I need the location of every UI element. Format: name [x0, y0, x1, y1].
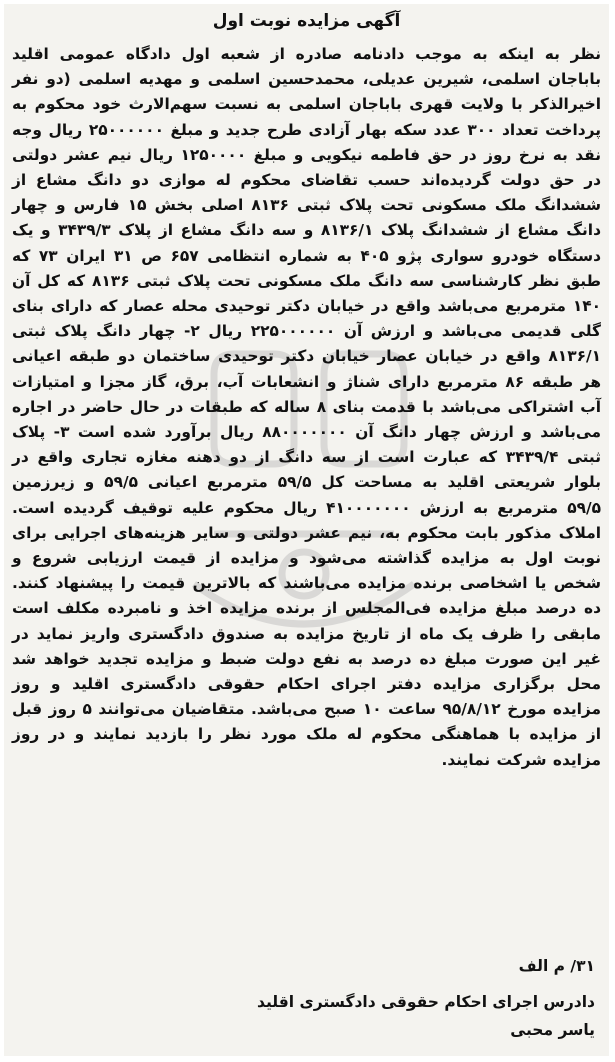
signer-office: دادرس اجرای احکام حقوقی دادگستری اقلید [257, 993, 595, 1011]
notice-body-text: نظر به اینکه به موجب دادنامه صادره از شعبه اول دادگاه عمومی اقلید باباجان اسلمی، شیرین عدیلی، محمدحسین اسلمی و مهدیه اسلمی (دو نفر اخیرالذکر با ولایت قهری باباجان اسلمی به نسبت سهم‌الارث خود محکوم به پرداخت تعداد ۳۰۰ عدد سکه بهار آزادی طرح جدید و مبلغ ۲۵۰۰۰۰۰۰ ریال وجه نقد به نرخ روز در حق فاطمه نیکویی و مبلغ ۱۲۵۰۰۰۰ ریال نیم عشر دولتی در حق دولت گردیده‌اند حسب تقاضای محکوم له موازی دو دانگ مشاع از ششدانگ ملک مسکونی تحت پلاک ثبتی ۸۱۳۶ اصلی بخش ۱۵ فارس و چهار دانگ مشاع از ششدانگ پلاک ۸۱۳۶/۱ و سه دانگ مشاع از پلاک ۳۴۳۹/۳ و یک دستگاه خودرو سواری پژو ۴۰۵ به شماره انتظامی ۶۵۷ ص ۳۱ ایران ۷۳ که طبق نظر کارشناسی سه دانگ ملک مسکونی تحت پلاک ثبتی ۸۱۳۶ که کل آن ۱۴۰ مترمربع می‌باشد واقع در خیابان دکتر توحیدی محله عصار که دارای بنای گلی قدیمی می‌باشد و ارزش آن ۲۲۵۰۰۰۰۰۰ ریال ۲- چهار دانگ پلاک ثبتی ۸۱۳۶/۱ واقع در خیابان عصار خیابان دکتر توحیدی ساختمان دو طبقه اعیانی هر طبقه ۸۶ مترمربع دارای شناژ و انشعابات آب، برق، گاز مجزا و امتیازات آب اشتراکی می‌باشد با قدمت بنای ۸ ساله که طبقات در حال حاضر در اجاره می‌باشد و ارزش چهار دانگ آن ۸۸۰۰۰۰۰۰۰ ریال برآورد شده است ۳- پلاک ثبتی ۳۴۳۹/۴ که عبارت است از سه دانگ از دو دهنه مغازه تجاری واقع در بلوار شریعتی اقلید به مساحت کل ۵۹/۵ مترمربع اعیانی ۵۹/۵ و زیرزمین ۵۹/۵ مترمربع به ارزش ۴۱۰۰۰۰۰۰۰ ریال محکوم علیه توقیف گردیده است. املاک مذکور بابت محکوم به، نیم عشر دولتی و سایر هزینه‌های اجرایی برای نوبت اول به مزایده گذاشته می‌شود و مزایده از قیمت ارزیابی شروع و شخص یا اشخاصی برنده مزایده می‌باشند که بالاترین قیمت را پیشنهاد کنند. ده درصد مبلغ مزایده فی‌المجلس از برنده مزایده اخذ و نامبرده مکلف است مابقی را ظرف یک ماه از تاریخ مزایده به صندوق دادگستری واریز نماید در غیر این صورت مبلغ ده درصد به نفع دولت ضبط و مزایده تجدید خواهد شد محل برگزاری مزایده دفتر اجرای احکام حقوقی دادگستری اقلید و روز مزایده مورخ ۹۵/۸/۱۲ ساعت ۱۰ صبح می‌باشد. متقاضیان می‌توانند ۵ روز قبل از مزایده با هماهنگی محکوم له ملک مورد نظر را بازدید نمایند و در روز مزایده شرکت نمایند. [12, 45, 602, 769]
signature-block [257, 952, 595, 1044]
reference-number: ۳۱/ م الف [518, 957, 595, 975]
auction-notice [4, 4, 609, 1056]
notice-title: آگهی مزایده نوبت اول [212, 11, 401, 31]
signer-name: یاسر محبی [510, 1021, 595, 1039]
notice-body [12, 42, 601, 773]
